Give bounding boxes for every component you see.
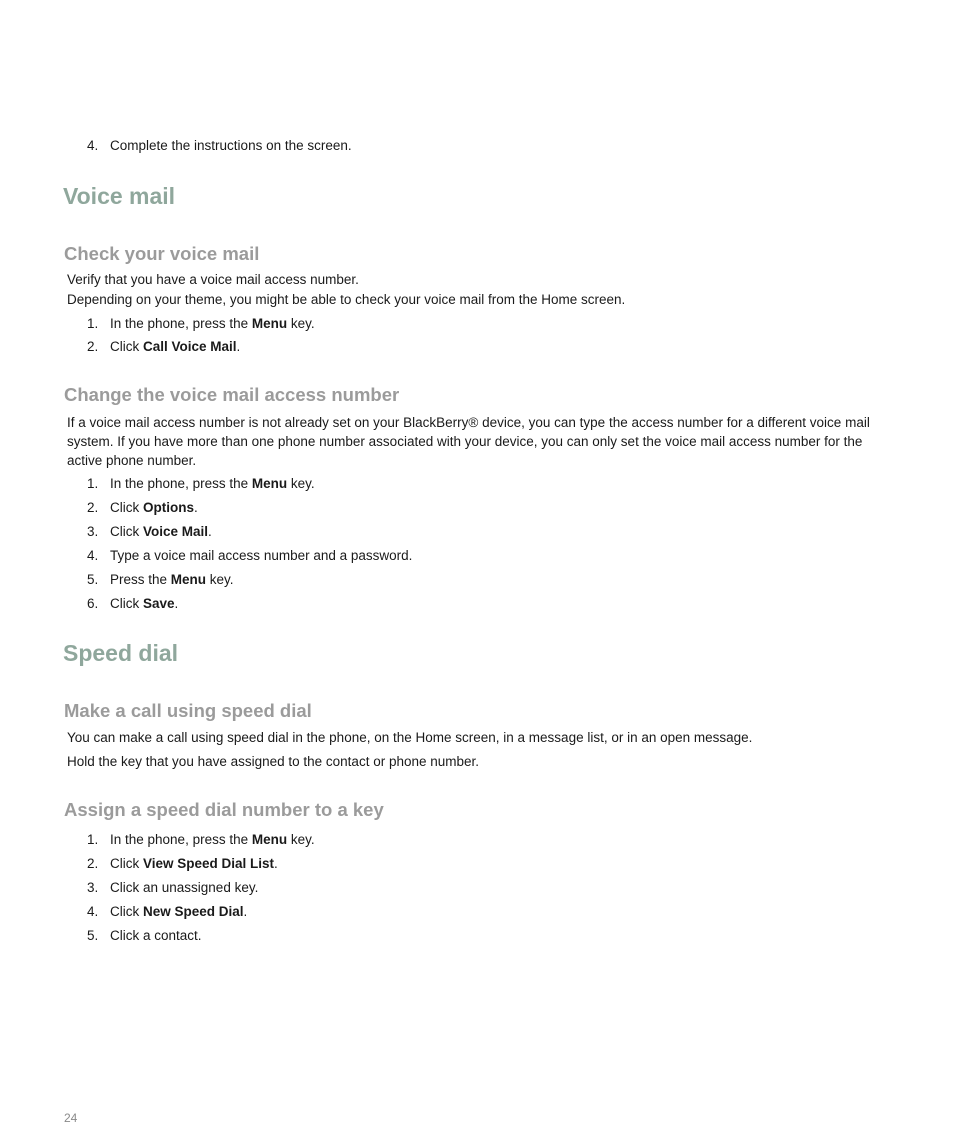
step-number: 1.: [87, 316, 99, 331]
step-keyword: Call Voice Mail: [143, 339, 237, 354]
step-keyword: Menu: [251, 316, 288, 331]
step-text: Click: [110, 856, 143, 871]
step-text: In the phone, press the: [110, 832, 252, 847]
heading-change-access-number: Change the voice mail access number: [64, 384, 400, 405]
step-text: .: [236, 339, 241, 354]
step-keyword: Menu: [170, 572, 207, 587]
step-text: .: [274, 856, 278, 871]
paragraph: Hold the key that you have assigned to the contact or phone number.: [67, 754, 480, 769]
paragraph: If a voice mail access number is not already set on your BlackBerry® device, you can type the access number for a different voice mail system. If you have more than one phone number associated with your device, you can only set the voice mail access number for the active phone number.: [67, 415, 870, 468]
step-keyword: Options: [143, 500, 194, 515]
step-text: .: [243, 904, 248, 919]
step-text: .: [174, 596, 179, 611]
step-keyword: New Speed Dial: [143, 904, 244, 919]
heading-assign-speed-dial: Assign a speed dial number to a key: [64, 799, 384, 820]
step-number: 3.: [87, 880, 99, 895]
step-text: key.: [287, 476, 315, 491]
page-number: 24: [64, 1111, 78, 1125]
intro-step: [87, 137, 352, 155]
step-text: Click: [110, 500, 143, 515]
step-number: 5.: [87, 928, 99, 943]
step-text: Click: [110, 904, 143, 919]
step-number: 5.: [87, 572, 99, 587]
list-item: [87, 475, 315, 493]
heading-make-call-speed-dial: Make a call using speed dial: [64, 700, 312, 721]
step-number: 1.: [87, 832, 99, 847]
step-keyword: Menu: [251, 476, 288, 491]
list-item: [87, 903, 247, 921]
step-text: .: [208, 524, 212, 539]
section-title-voice-mail: Voice mail: [63, 183, 176, 209]
step-number: 2.: [87, 339, 99, 354]
list-item: [87, 315, 315, 333]
step-text: Type a voice mail access number and a password.: [110, 548, 413, 563]
step-text: Complete the instructions on the screen.: [110, 138, 352, 153]
step-text: Click an unassigned key.: [110, 880, 259, 895]
list-item: [87, 855, 278, 873]
step-number: 6.: [87, 596, 99, 611]
step-number: 2.: [87, 856, 99, 871]
list-item: [87, 879, 258, 897]
step-text: Click a contact.: [110, 928, 202, 943]
step-keyword: Save: [143, 596, 175, 611]
step-number: 2.: [87, 500, 99, 515]
step-text: Click: [110, 596, 143, 611]
list-item: [87, 831, 315, 849]
step-text: .: [194, 500, 198, 515]
step-text: Click: [110, 524, 143, 539]
paragraph: Verify that you have a voice mail access number.: [67, 272, 359, 287]
step-number: 1.: [87, 476, 99, 491]
list-item: [87, 595, 178, 613]
paragraph: You can make a call using speed dial in the phone, on the Home screen, in a message list, or in an open message.: [67, 730, 753, 745]
step-text: key.: [287, 316, 315, 331]
list-item: [87, 571, 234, 589]
step-number: 4.: [87, 904, 99, 919]
paragraph: Depending on your theme, you might be able to check your voice mail from the Home screen.: [67, 292, 626, 307]
step-text: key.: [287, 832, 315, 847]
list-item: [87, 499, 198, 517]
step-number: 3.: [87, 524, 99, 539]
step-text: key.: [206, 572, 234, 587]
step-text: In the phone, press the: [110, 476, 252, 491]
step-text: In the phone, press the: [110, 316, 252, 331]
list-item: [87, 338, 240, 356]
step-keyword: View Speed Dial List: [143, 856, 275, 871]
step-text: Press the: [110, 572, 171, 587]
heading-check-voice-mail: Check your voice mail: [64, 243, 260, 264]
step-keyword: Voice Mail: [143, 524, 209, 539]
step-number: 4.: [87, 138, 99, 153]
list-item: [87, 523, 212, 541]
list-item: [87, 547, 412, 565]
step-text: Click: [110, 339, 143, 354]
list-item: [87, 927, 202, 945]
step-keyword: Menu: [251, 832, 288, 847]
section-title-speed-dial: Speed dial: [63, 640, 179, 666]
step-number: 4.: [87, 548, 99, 563]
